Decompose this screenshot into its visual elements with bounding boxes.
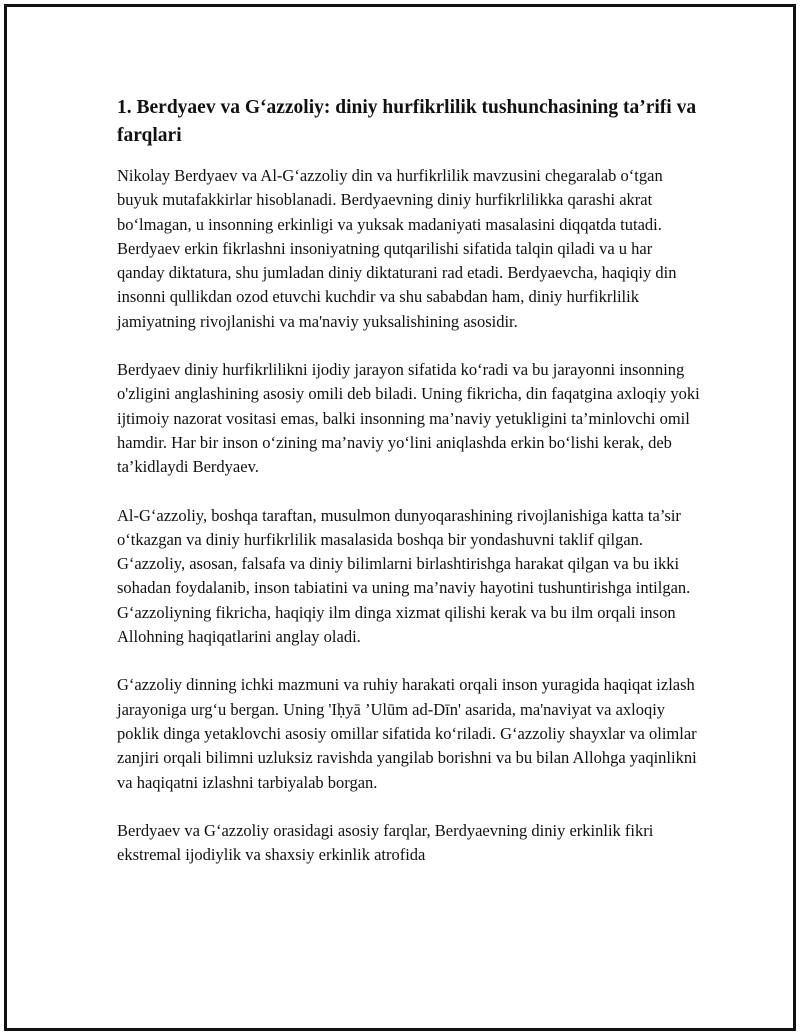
paragraph-5: Berdyaev va G‘azzoliy orasidagi asosiy farqlar, Berdyaevning diniy erkinlik fikri ekstremal ijodiylik va shaxsiy erkinlik atrofida — [117, 820, 654, 865]
section-heading: 1. Berdyaev va G‘azzoliy: diniy hurfikrlilik tushunchasining ta’rifi va farqlari — [117, 97, 697, 146]
document-body — [117, 94, 702, 891]
paragraph-1: Nikolay Berdyaev va Al-G‘azzoliy din va hurfikrlilik mavzusini chegaralab o‘tgan buyuk mutafakkirlar hisoblanadi. Berdyaevning diniy hurfikrlilikka qarashi akrat bo‘lmagan, u insonning erkinligi va yuksak madaniyati masalasini diqqatda tutadi. Berdyaev erkin fikrlashni insoniyatning qutqarilishi sifatida talqin qiladi va u har qanday diktatura, shu jumladan diniy diktaturani rad etadi. Berdyaevcha, haqiqiy din insonni qullikdan ozod etuvchi kuchdir va shu sababdan ham, diniy hurfikrlilik jamiyatning rivojlanishi va ma'naviy yuksalishining asosidir. — [117, 166, 677, 331]
paragraph-4: G‘azzoliy dinning ichki mazmuni va ruhiy harakati orqali inson yuragida haqiqat izlash jarayoniga urg‘u bergan. Uning 'Iḥyā ’Ulūm ad-Dīn' asarida, ma'naviyat va axloqiy poklik dinga yetaklovchi asosiy omillar sifatida ko‘riladi. G‘azzoliy shayxlar va olimlar zanjiri orqali bilimni uzluksiz ravishda yangilab borishni va bu bilan Allohga yaqinlikni va haqiqatni izlashni tarbiyalab borgan. — [117, 675, 697, 792]
paragraph-3: Al-G‘azzoliy, boshqa taraftan, musulmon dunyoqarashining rivojlanishiga katta ta’sir o‘tkazgan va diniy hurfikrlilik masalasida boshqa bir yondashuvni taklif qilgan. G‘azzoliy, asosan, falsafa va diniy bilimlarni birlashtirishga harakat qilgan va bu ikki sohadan foydalanib, inson tabiatini va uning ma’naviy hayotini tushuntirishga intilgan. G‘azzoliyning fikricha, haqiqiy ilm dinga xizmat qilishi kerak va bu ilm orqali inson Allohning haqiqatlarini anglay oladi. — [117, 505, 691, 647]
paragraph-2: Berdyaev diniy hurfikrlilikni ijodiy jarayon sifatida ko‘radi va bu jarayonni insonning o'zligini anglashining asosiy omili deb biladi. Uning fikricha, din faqatgina axloqiy yoki ijtimoiy nazorat vositasi emas, balki insonning ma’naviy yetukligini ta’minlovchi omil hamdir. Har bir inson o‘zining ma’naviy yo‘lini aniqlashda erkin bo‘lishi kerak, deb ta’kidlaydi Berdyaev. — [117, 360, 700, 477]
